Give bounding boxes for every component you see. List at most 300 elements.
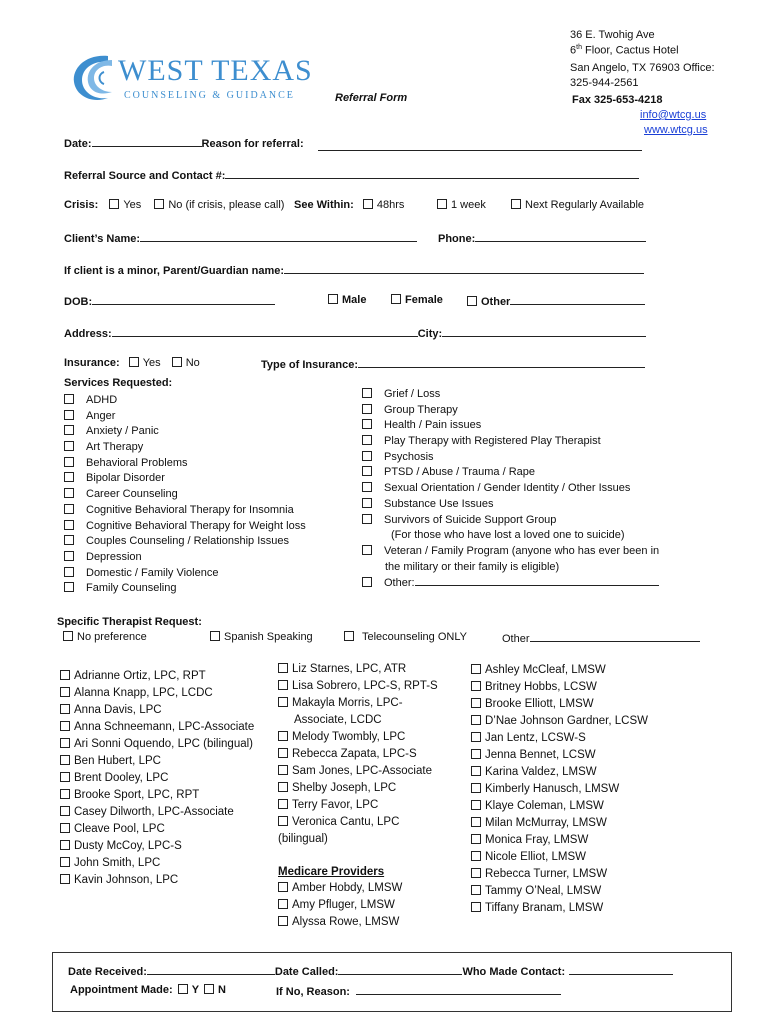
service-checkbox[interactable] <box>64 551 74 561</box>
service-checkbox[interactable] <box>64 472 74 482</box>
therapist-checkbox[interactable] <box>471 834 481 844</box>
therapist-item[interactable] <box>278 763 438 780</box>
no-preference-checkbox[interactable] <box>63 631 73 641</box>
therapist-name: Associate, LCDC <box>294 714 382 726</box>
form-title: Referral Form <box>335 92 408 104</box>
service-checkbox[interactable] <box>64 535 74 545</box>
therapist-name: Nicole Elliot, LMSW <box>485 851 586 863</box>
therapist-item[interactable] <box>278 897 402 914</box>
insurance-type-label: Type of Insurance: <box>261 359 358 371</box>
therapist-item[interactable] <box>471 832 648 849</box>
therapist-name: Milan McMurray, LMSW <box>485 817 607 829</box>
insurance-type-field[interactable] <box>358 357 645 368</box>
dob-row <box>64 294 275 308</box>
therapist-item[interactable] <box>471 730 648 747</box>
therapist-item[interactable] <box>471 815 648 832</box>
within-next-label: Next Regularly Available <box>525 199 645 211</box>
therapist-name: Casey Dilworth, LPC-Associate <box>74 806 234 818</box>
service-item[interactable] <box>362 575 659 591</box>
therapist-name: Brooke Sport, LPC, RPT <box>74 789 200 801</box>
appointment-no-label: N <box>217 984 226 996</box>
client-name-field[interactable] <box>140 231 417 242</box>
therapist-item[interactable] <box>60 668 254 685</box>
therapist-checkbox[interactable] <box>471 817 481 827</box>
therapist-col-1 <box>60 668 254 889</box>
therapist-name: Ben Hubert, LPC <box>74 755 161 767</box>
service-label: Grief / Loss <box>384 388 441 400</box>
female-option <box>391 294 443 306</box>
service-item[interactable] <box>64 550 306 566</box>
therapist-checkbox[interactable] <box>278 697 288 707</box>
insurance-row <box>64 357 200 369</box>
address-field[interactable] <box>112 326 418 337</box>
therapist-name: Sam Jones, LPC-Associate <box>292 765 432 777</box>
therapist-name: Anna Schneemann, LPC-Associate <box>74 721 255 733</box>
therapist-checkbox[interactable] <box>471 749 481 759</box>
floor-number: 6 <box>570 44 577 57</box>
therapist-checkbox[interactable] <box>60 738 70 748</box>
therapist-name: Melody Twombly, LPC <box>292 731 406 743</box>
therapist-name: Alanna Knapp, LPC, LCDC <box>74 687 213 699</box>
therapist-checkbox[interactable] <box>471 732 481 742</box>
therapist-checkbox[interactable] <box>278 882 288 892</box>
therapist-checkbox[interactable] <box>60 755 70 765</box>
therapist-item[interactable] <box>278 797 438 814</box>
office-phone: 325-944-2561 <box>570 77 639 89</box>
therapist-name: Shelby Joseph, LPC <box>292 782 397 794</box>
therapist-item[interactable] <box>60 787 254 804</box>
guardian-field[interactable] <box>284 263 644 274</box>
service-item[interactable] <box>362 481 659 497</box>
referral-source-row <box>64 168 639 182</box>
service-checkbox[interactable] <box>362 419 372 429</box>
date-field[interactable] <box>92 136 202 147</box>
floor-rest: Floor, Cactus Hotel <box>581 44 679 57</box>
therapist-name: Terry Favor, LPC <box>292 799 379 811</box>
therapist-checkbox[interactable] <box>471 664 481 674</box>
therapist-checkbox[interactable] <box>278 663 288 673</box>
therapist-item[interactable] <box>471 883 648 900</box>
therapist-item[interactable] <box>60 804 254 821</box>
who-contact-field[interactable] <box>569 964 673 975</box>
therapist-checkbox[interactable] <box>471 783 481 793</box>
service-item[interactable] <box>362 418 659 434</box>
address-label: Address: <box>64 328 112 340</box>
therapist-item[interactable] <box>60 855 254 872</box>
service-checkbox[interactable] <box>362 435 372 445</box>
therapist-item[interactable] <box>471 866 648 883</box>
therapist-item[interactable] <box>278 729 438 746</box>
therapist-checkbox[interactable] <box>60 823 70 833</box>
therapist-name: Rebecca Zapata, LPC-S <box>292 748 417 760</box>
therapist-checkbox[interactable] <box>60 806 70 816</box>
therapist-name: D’Nae Johnson Gardner, LCSW <box>485 715 648 727</box>
therapist-item[interactable] <box>278 914 402 931</box>
therapist-name: Amber Hobdy, LMSW <box>292 882 403 894</box>
therapist-checkbox[interactable] <box>60 687 70 697</box>
insurance-yes-checkbox[interactable] <box>129 357 139 367</box>
date-label: Date: <box>64 138 92 150</box>
therapist-checkbox[interactable] <box>60 789 70 799</box>
reason-label: Reason for referral: <box>201 138 304 150</box>
service-item[interactable] <box>64 566 306 582</box>
within-week-option <box>437 199 486 211</box>
therapist-item[interactable] <box>278 880 402 897</box>
telecounseling-checkbox[interactable] <box>344 631 354 641</box>
therapist-name: Brooke Elliott, LMSW <box>485 698 594 710</box>
appointment-yes-checkbox[interactable] <box>178 984 188 994</box>
therapist-item[interactable] <box>278 814 438 831</box>
therapist-name: Amy Pfluger, LMSW <box>292 899 395 911</box>
service-checkbox[interactable] <box>362 482 372 492</box>
no-preference-label: No preference <box>77 631 147 643</box>
therapist-checkbox[interactable] <box>278 765 288 775</box>
crisis-no-checkbox[interactable] <box>154 199 164 209</box>
date-received-label: Date Received: <box>68 966 147 978</box>
service-label: Domestic / Family Violence <box>86 566 219 579</box>
therapist-name: John Smith, LPC <box>74 857 161 869</box>
service-label: Anxiety / Panic <box>86 425 159 438</box>
therapist-name: Kavin Johnson, LPC <box>74 874 179 886</box>
veteran-label: Veteran / Family Program (anyone who has ever been in <box>384 544 660 557</box>
therapist-item[interactable] <box>278 780 438 797</box>
therapist-checkbox[interactable] <box>471 868 481 878</box>
therapist-item[interactable] <box>471 713 648 730</box>
guardian-row <box>64 263 644 277</box>
service-checkbox[interactable] <box>362 451 372 461</box>
therapist-item[interactable] <box>471 662 648 679</box>
service-item[interactable] <box>64 534 306 550</box>
dob-field[interactable] <box>92 294 275 305</box>
service-item[interactable] <box>64 503 306 519</box>
service-label: Group Therapy <box>384 403 458 416</box>
insurance-type-row <box>261 357 645 371</box>
if-no-reason-label: If No, Reason: <box>276 986 350 998</box>
therapist-name: Lisa Sobrero, LPC-S, RPT-S <box>292 680 438 692</box>
therapist-checkbox[interactable] <box>60 772 70 782</box>
other-therapist-label: Other <box>502 633 530 645</box>
address-line-3: San Angelo, TX 76903 Office: <box>570 62 715 74</box>
therapist-item[interactable] <box>471 696 648 713</box>
address-line-2 <box>570 44 679 57</box>
therapist-item[interactable] <box>471 764 648 781</box>
female-label: Female <box>405 294 443 306</box>
therapist-name: Anna Davis, LPC <box>74 704 162 716</box>
insurance-no-label: No <box>185 357 200 369</box>
within-48hrs-label: 48hrs <box>376 199 405 211</box>
appointment-no-checkbox[interactable] <box>204 984 214 994</box>
service-label: Health / Pain issues <box>384 419 482 432</box>
therapist-name: Klaye Coleman, LMSW <box>485 800 604 812</box>
date-called-field[interactable] <box>338 964 462 975</box>
therapist-checkbox[interactable] <box>278 748 288 758</box>
therapist-checkbox[interactable] <box>278 731 288 741</box>
within-next-option <box>511 199 644 211</box>
therapist-checkbox[interactable] <box>60 704 70 714</box>
service-label: Behavioral Problems <box>86 456 188 469</box>
therapist-name: Monica Fray, LMSW <box>485 834 589 846</box>
therapist-checkbox[interactable] <box>60 874 70 884</box>
therapist-item[interactable] <box>60 736 254 753</box>
service-item[interactable] <box>362 387 659 403</box>
male-label: Male <box>342 294 367 306</box>
therapist-checkbox[interactable] <box>471 698 481 708</box>
therapist-name: Tammy O’Neal, LMSW <box>485 885 602 897</box>
therapist-name: Cleave Pool, LPC <box>74 823 165 835</box>
crisis-yes-checkbox[interactable] <box>109 199 119 209</box>
therapist-checkbox[interactable] <box>471 902 481 912</box>
therapist-checkbox[interactable] <box>471 766 481 776</box>
therapist-name-continued <box>278 831 438 848</box>
services-left-list <box>64 393 306 597</box>
service-label: Substance Use Issues <box>384 497 494 510</box>
service-checkbox[interactable] <box>64 504 74 514</box>
service-item[interactable] <box>64 471 306 487</box>
city-field[interactable] <box>442 326 646 337</box>
therapist-name-continued <box>278 712 438 729</box>
therapist-item[interactable] <box>278 678 438 695</box>
phone-label: Phone: <box>438 233 476 245</box>
survivors-note: (For those who have lost a loved one to suicide) <box>391 529 625 542</box>
therapist-name: Brent Dooley, LPC <box>74 772 169 784</box>
therapist-checkbox[interactable] <box>471 715 481 725</box>
therapist-checkbox[interactable] <box>471 800 481 810</box>
therapist-checkbox[interactable] <box>471 681 481 691</box>
phone-field[interactable] <box>475 231 646 242</box>
see-within-label: See Within: <box>294 199 354 211</box>
therapist-checkbox[interactable] <box>278 680 288 690</box>
service-item[interactable] <box>362 450 659 466</box>
service-label: Play Therapy with Registered Play Therapist <box>384 435 601 448</box>
service-label: PTSD / Abuse / Trauma / Rape <box>384 466 536 479</box>
veteran-note: the military or their family is eligible) <box>385 560 560 573</box>
crisis-row <box>64 199 284 211</box>
within-48hrs-checkbox[interactable] <box>363 199 373 209</box>
service-checkbox[interactable] <box>362 388 372 398</box>
service-label: Anger <box>86 409 116 422</box>
spanish-option <box>210 631 313 643</box>
therapist-name: Ari Sonni Oquendo, LPC (bilingual) <box>74 738 253 750</box>
service-label: Couples Counseling / Relationship Issues <box>86 535 290 548</box>
fax: Fax 325-653-4218 <box>572 94 663 106</box>
male-checkbox[interactable] <box>328 294 338 304</box>
other-service-label: Other: <box>384 577 415 590</box>
service-item[interactable] <box>64 440 306 456</box>
therapist-checkbox[interactable] <box>278 916 288 926</box>
if-no-reason-field[interactable] <box>356 984 561 995</box>
service-item[interactable] <box>64 456 306 472</box>
service-item[interactable] <box>64 487 306 503</box>
other-gender-label: Other <box>481 296 511 308</box>
therapist-item[interactable] <box>60 719 254 736</box>
therapist-checkbox[interactable] <box>278 816 288 826</box>
therapist-item[interactable] <box>60 821 254 838</box>
therapist-name: Britney Hobbs, LCSW <box>485 681 597 693</box>
therapist-name: Karina Valdez, LMSW <box>485 766 597 778</box>
appointment-yes-label: Y <box>191 984 199 996</box>
crisis-yes-label: Yes <box>123 199 142 211</box>
therapist-name: Jan Lentz, LCSW-S <box>485 732 586 744</box>
phone-row <box>438 231 646 245</box>
service-checkbox[interactable] <box>362 514 372 524</box>
service-label: Psychosis <box>384 450 434 463</box>
service-checkbox[interactable] <box>362 498 372 508</box>
therapist-item[interactable] <box>60 685 254 702</box>
services-heading: Services Requested: <box>64 377 173 389</box>
service-checkbox[interactable] <box>64 582 74 592</box>
logo <box>68 50 318 105</box>
therapist-checkbox[interactable] <box>60 670 70 680</box>
service-item[interactable] <box>64 393 306 409</box>
within-week-checkbox[interactable] <box>437 199 447 209</box>
therapist-name: Alyssa Rowe, LMSW <box>292 916 400 928</box>
therapist-checkbox[interactable] <box>60 857 70 867</box>
logo-subtitle: COUNSELING & GUIDANCE <box>124 90 295 101</box>
therapist-item[interactable] <box>278 695 438 712</box>
other-therapist-option <box>502 631 700 645</box>
therapist-item[interactable] <box>471 849 648 866</box>
crisis-label: Crisis: <box>64 199 99 211</box>
within-week-label: 1 week <box>451 199 486 211</box>
therapist-name: (bilingual) <box>278 833 328 845</box>
service-label: Survivors of Suicide Support Group <box>384 513 557 526</box>
service-item[interactable] <box>362 465 659 481</box>
within-next-checkbox[interactable] <box>511 199 521 209</box>
referral-source-label: Referral Source and Contact #: <box>64 170 226 182</box>
service-label: Family Counseling <box>86 582 177 595</box>
insurance-yes-label: Yes <box>142 357 161 369</box>
therapist-item[interactable] <box>471 798 648 815</box>
therapist-item[interactable] <box>60 753 254 770</box>
therapist-checkbox[interactable] <box>278 782 288 792</box>
crisis-no-label: No (if crisis, please call) <box>168 199 285 211</box>
service-label: Art Therapy <box>86 441 144 454</box>
service-label: Sexual Orientation / Gender Identity / Other Issues <box>384 482 631 495</box>
therapist-item[interactable] <box>471 900 648 917</box>
female-checkbox[interactable] <box>391 294 401 304</box>
service-checkbox[interactable] <box>64 394 74 404</box>
service-checkbox[interactable] <box>64 425 74 435</box>
therapist-name: Veronica Cantu, LPC <box>292 816 400 828</box>
footer-row-1 <box>68 964 673 978</box>
service-note <box>362 528 659 544</box>
service-item[interactable] <box>362 403 659 419</box>
address-row <box>64 326 646 340</box>
logo-title: WEST TEXAS <box>118 54 313 87</box>
service-checkbox[interactable] <box>64 488 74 498</box>
other-gender-option <box>467 294 645 308</box>
therapist-item[interactable] <box>60 872 254 889</box>
therapist-col-3 <box>471 662 648 917</box>
other-gender-field[interactable] <box>510 294 645 305</box>
service-label: Bipolar Disorder <box>86 472 165 485</box>
date-called-label: Date Called: <box>274 966 339 978</box>
service-checkbox[interactable] <box>64 410 74 420</box>
no-preference-option <box>63 631 147 643</box>
service-label: ADHD <box>86 394 118 406</box>
services-right-list <box>362 387 659 591</box>
service-checkbox[interactable] <box>64 441 74 451</box>
appointment-made-label: Appointment Made: <box>70 984 173 996</box>
therapist-checkbox[interactable] <box>60 840 70 850</box>
telecounseling-option <box>344 631 467 643</box>
male-option <box>328 294 366 306</box>
floor-suffix: th <box>576 44 582 51</box>
website-link[interactable]: www.wtcg.us <box>644 124 708 136</box>
service-checkbox[interactable] <box>64 520 74 530</box>
service-checkbox[interactable] <box>362 577 372 587</box>
service-item[interactable] <box>362 497 659 513</box>
footer-row-2 <box>70 984 226 996</box>
therapist-heading: Specific Therapist Request: <box>57 616 202 628</box>
service-checkbox[interactable] <box>64 457 74 467</box>
other-gender-checkbox[interactable] <box>467 296 477 306</box>
date-row <box>64 136 304 150</box>
service-label: Cognitive Behavioral Therapy for Insomnia <box>86 503 294 516</box>
service-label: Career Counseling <box>86 488 178 501</box>
therapist-item[interactable] <box>60 702 254 719</box>
service-label: Cognitive Behavioral Therapy for Weight loss <box>86 519 306 532</box>
therapist-name: Makayla Morris, LPC- <box>292 697 403 709</box>
therapist-checkbox[interactable] <box>471 885 481 895</box>
service-checkbox[interactable] <box>362 404 372 414</box>
therapist-name: Ashley McCleaf, LMSW <box>485 664 606 676</box>
service-item[interactable] <box>64 581 306 597</box>
therapist-item[interactable] <box>471 781 648 798</box>
telecounseling-label: Telecounseling ONLY <box>362 631 467 643</box>
spanish-label: Spanish Speaking <box>224 631 313 643</box>
service-label: Depression <box>86 550 142 563</box>
who-contact-label: Who Made Contact: <box>462 966 566 978</box>
other-therapist-field[interactable] <box>530 631 700 642</box>
if-no-reason-row <box>276 984 561 998</box>
therapist-item[interactable] <box>60 770 254 787</box>
therapist-name: Adrianne Ortiz, LPC, RPT <box>74 670 206 682</box>
service-item[interactable] <box>362 513 659 529</box>
therapist-checkbox[interactable] <box>60 721 70 731</box>
service-item[interactable] <box>362 544 659 560</box>
therapist-item[interactable] <box>471 747 648 764</box>
client-name-row <box>64 231 417 245</box>
service-checkbox[interactable] <box>64 567 74 577</box>
service-checkbox[interactable] <box>362 545 372 555</box>
therapist-item[interactable] <box>60 838 254 855</box>
service-item[interactable] <box>64 424 306 440</box>
reason-field[interactable] <box>318 140 642 151</box>
insurance-no-checkbox[interactable] <box>172 357 182 367</box>
service-item[interactable] <box>64 519 306 535</box>
therapist-checkbox[interactable] <box>278 899 288 909</box>
therapist-checkbox[interactable] <box>278 799 288 809</box>
service-item[interactable] <box>64 409 306 425</box>
therapist-item[interactable] <box>278 746 438 763</box>
spanish-checkbox[interactable] <box>210 631 220 641</box>
email-link[interactable]: info@wtcg.us <box>640 109 707 121</box>
service-item[interactable] <box>362 434 659 450</box>
medicare-heading: Medicare Providers <box>278 866 385 878</box>
therapist-checkbox[interactable] <box>471 851 481 861</box>
therapist-item[interactable] <box>471 679 648 696</box>
therapist-name: Liz Starnes, LPC, ATR <box>292 663 407 675</box>
date-received-field[interactable] <box>147 964 275 975</box>
service-checkbox[interactable] <box>362 466 372 476</box>
other-service-field[interactable] <box>415 575 659 586</box>
therapist-name: Kimberly Hanusch, LMSW <box>485 783 620 795</box>
referral-source-field[interactable] <box>225 168 639 179</box>
therapist-col-2 <box>278 661 438 848</box>
therapist-name: Jenna Bennet, LCSW <box>485 749 596 761</box>
therapist-item[interactable] <box>278 661 438 678</box>
